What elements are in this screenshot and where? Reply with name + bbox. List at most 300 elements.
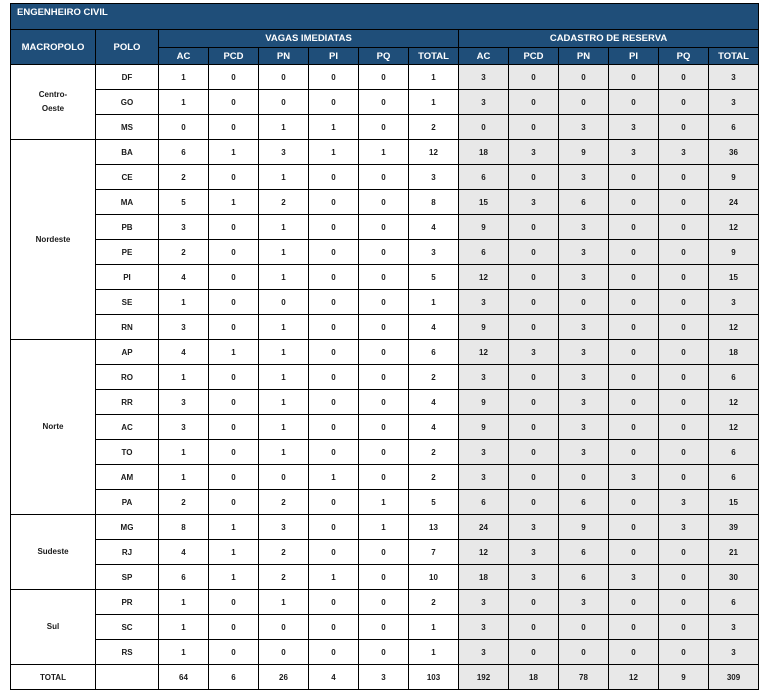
- polo-cell: PI: [96, 265, 159, 290]
- cr-total-cell: 3: [709, 90, 759, 115]
- vi-pq-cell: 0: [359, 415, 409, 440]
- polo-cell: PA: [96, 490, 159, 515]
- table-row: [11, 615, 759, 640]
- vi-pcd-cell: 0: [209, 65, 259, 90]
- vi-pi-cell: 1: [309, 465, 359, 490]
- vi-pcd-cell: 0: [209, 590, 259, 615]
- cr-pcd-cell: 3: [509, 565, 559, 590]
- vi-ac-cell: 1: [159, 90, 209, 115]
- vi-total-cell: 4: [409, 315, 459, 340]
- vi-pn-cell: 1: [259, 340, 309, 365]
- header-cr-pi: PI: [609, 48, 659, 65]
- vi-pn-cell: 2: [259, 190, 309, 215]
- cr-pq-cell: 0: [659, 265, 709, 290]
- vi-pcd-cell: 0: [209, 115, 259, 140]
- vi-pi-cell: 1: [309, 565, 359, 590]
- vi-pq-cell: 0: [359, 340, 409, 365]
- cr-ac-cell: 3: [459, 465, 509, 490]
- vi-pcd-cell: 0: [209, 615, 259, 640]
- vi-pn-cell: 0: [259, 465, 309, 490]
- vi-total-cell: 1: [409, 640, 459, 665]
- cr-pi-cell: 0: [609, 490, 659, 515]
- cr-ac-cell: 18: [459, 565, 509, 590]
- cr-pcd-cell: 0: [509, 315, 559, 340]
- total-row: [11, 665, 759, 690]
- vi-ac-cell: 4: [159, 265, 209, 290]
- cr-ac-cell: 12: [459, 340, 509, 365]
- cr-pq-cell: 0: [659, 190, 709, 215]
- vi-ac-cell: 1: [159, 640, 209, 665]
- header-vagas-imediatas: VAGAS IMEDIATAS: [159, 30, 459, 48]
- cr-pq-cell: 3: [659, 515, 709, 540]
- total-vi-pcd: 6: [209, 665, 259, 690]
- polo-cell: AM: [96, 465, 159, 490]
- table-row: [11, 640, 759, 665]
- cr-pi-cell: 0: [609, 615, 659, 640]
- vacancy-table: [10, 3, 759, 690]
- cr-pn-cell: 6: [559, 490, 609, 515]
- cr-ac-cell: 3: [459, 440, 509, 465]
- header-vi-pcd: PCD: [209, 48, 259, 65]
- cr-pn-cell: 0: [559, 615, 609, 640]
- vi-ac-cell: 3: [159, 415, 209, 440]
- macropolo-cell: Norte: [11, 340, 96, 515]
- vi-ac-cell: 6: [159, 140, 209, 165]
- polo-cell: BA: [96, 140, 159, 165]
- cr-pi-cell: 3: [609, 115, 659, 140]
- vi-ac-cell: 5: [159, 190, 209, 215]
- table-row: [11, 590, 759, 615]
- table-title: ENGENHEIRO CIVIL: [11, 4, 759, 30]
- cr-pi-cell: 0: [609, 340, 659, 365]
- polo-cell: PE: [96, 240, 159, 265]
- cr-pn-cell: 3: [559, 590, 609, 615]
- cr-pn-cell: 3: [559, 215, 609, 240]
- cr-pcd-cell: 0: [509, 490, 559, 515]
- table-row: [11, 565, 759, 590]
- vi-ac-cell: 3: [159, 215, 209, 240]
- table-row: [11, 165, 759, 190]
- vi-total-cell: 5: [409, 490, 459, 515]
- cr-ac-cell: 3: [459, 90, 509, 115]
- macropolo-cell: Nordeste: [11, 140, 96, 340]
- vi-ac-cell: 1: [159, 365, 209, 390]
- cr-total-cell: 3: [709, 65, 759, 90]
- vi-total-cell: 7: [409, 540, 459, 565]
- vi-pi-cell: 0: [309, 90, 359, 115]
- vi-total-cell: 2: [409, 440, 459, 465]
- vi-total-cell: 12: [409, 140, 459, 165]
- cr-pn-cell: 0: [559, 90, 609, 115]
- cr-pi-cell: 0: [609, 440, 659, 465]
- cr-pi-cell: 0: [609, 265, 659, 290]
- vi-pq-cell: 0: [359, 290, 409, 315]
- cr-pi-cell: 0: [609, 640, 659, 665]
- table-row: [11, 340, 759, 365]
- vi-total-cell: 13: [409, 515, 459, 540]
- cr-pn-cell: 0: [559, 640, 609, 665]
- vi-pi-cell: 0: [309, 490, 359, 515]
- cr-pn-cell: 3: [559, 115, 609, 140]
- cr-pcd-cell: 0: [509, 65, 559, 90]
- vi-pcd-cell: 0: [209, 415, 259, 440]
- vi-total-cell: 2: [409, 365, 459, 390]
- vi-pcd-cell: 0: [209, 365, 259, 390]
- cr-pcd-cell: 0: [509, 640, 559, 665]
- vi-pq-cell: 0: [359, 390, 409, 415]
- polo-cell: RJ: [96, 540, 159, 565]
- cr-pn-cell: 0: [559, 65, 609, 90]
- table-row: [11, 65, 759, 90]
- cr-pcd-cell: 0: [509, 390, 559, 415]
- vi-total-cell: 3: [409, 165, 459, 190]
- total-vi-pq: 3: [359, 665, 409, 690]
- cr-pcd-cell: 0: [509, 265, 559, 290]
- vi-pq-cell: 0: [359, 465, 409, 490]
- cr-total-cell: 6: [709, 590, 759, 615]
- vi-pi-cell: 0: [309, 65, 359, 90]
- cr-pq-cell: 3: [659, 140, 709, 165]
- vi-pcd-cell: 0: [209, 465, 259, 490]
- header-cr-pn: PN: [559, 48, 609, 65]
- vi-pn-cell: 1: [259, 365, 309, 390]
- table-row: [11, 265, 759, 290]
- polo-cell: RN: [96, 315, 159, 340]
- vi-total-cell: 1: [409, 65, 459, 90]
- vi-pn-cell: 2: [259, 565, 309, 590]
- cr-pn-cell: 6: [559, 565, 609, 590]
- vi-total-cell: 4: [409, 215, 459, 240]
- total-polo-cell: [96, 665, 159, 690]
- header-cadastro-reserva: CADASTRO DE RESERVA: [459, 30, 759, 48]
- cr-pq-cell: 0: [659, 590, 709, 615]
- vi-pcd-cell: 0: [209, 640, 259, 665]
- cr-pq-cell: 0: [659, 440, 709, 465]
- cr-ac-cell: 6: [459, 240, 509, 265]
- total-cr-pn: 78: [559, 665, 609, 690]
- cr-pn-cell: 3: [559, 365, 609, 390]
- vi-ac-cell: 0: [159, 115, 209, 140]
- vi-pn-cell: 1: [259, 415, 309, 440]
- vi-pcd-cell: 0: [209, 490, 259, 515]
- cr-pq-cell: 0: [659, 65, 709, 90]
- table-row: [11, 415, 759, 440]
- cr-pn-cell: 3: [559, 265, 609, 290]
- cr-pcd-cell: 0: [509, 465, 559, 490]
- cr-total-cell: 6: [709, 465, 759, 490]
- total-vi-total: 103: [409, 665, 459, 690]
- cr-pi-cell: 0: [609, 540, 659, 565]
- vi-pcd-cell: 0: [209, 165, 259, 190]
- vi-total-cell: 4: [409, 415, 459, 440]
- vi-pcd-cell: 0: [209, 440, 259, 465]
- vi-pq-cell: 0: [359, 265, 409, 290]
- cr-pi-cell: 3: [609, 565, 659, 590]
- vi-ac-cell: 1: [159, 65, 209, 90]
- cr-pi-cell: 0: [609, 390, 659, 415]
- vi-pn-cell: 2: [259, 490, 309, 515]
- cr-pcd-cell: 0: [509, 415, 559, 440]
- vi-pcd-cell: 0: [209, 290, 259, 315]
- vi-pi-cell: 0: [309, 340, 359, 365]
- vi-pi-cell: 0: [309, 515, 359, 540]
- cr-pi-cell: 0: [609, 65, 659, 90]
- polo-cell: RS: [96, 640, 159, 665]
- table-row: [11, 190, 759, 215]
- header-vi-total: TOTAL: [409, 48, 459, 65]
- polo-cell: DF: [96, 65, 159, 90]
- cr-pi-cell: 0: [609, 90, 659, 115]
- cr-pcd-cell: 0: [509, 615, 559, 640]
- vi-pi-cell: 0: [309, 215, 359, 240]
- cr-pq-cell: 0: [659, 415, 709, 440]
- cr-pcd-cell: 0: [509, 365, 559, 390]
- cr-ac-cell: 6: [459, 490, 509, 515]
- vi-pi-cell: 0: [309, 440, 359, 465]
- table-row: [11, 290, 759, 315]
- header-cr-pq: PQ: [659, 48, 709, 65]
- cr-pq-cell: 0: [659, 165, 709, 190]
- cr-pq-cell: 0: [659, 640, 709, 665]
- vi-pq-cell: 0: [359, 240, 409, 265]
- vi-total-cell: 3: [409, 240, 459, 265]
- vi-pi-cell: 0: [309, 390, 359, 415]
- cr-pi-cell: 0: [609, 515, 659, 540]
- cr-ac-cell: 3: [459, 290, 509, 315]
- cr-pn-cell: 0: [559, 290, 609, 315]
- cr-pcd-cell: 3: [509, 190, 559, 215]
- vi-pq-cell: 0: [359, 165, 409, 190]
- vi-pcd-cell: 0: [209, 90, 259, 115]
- vi-pq-cell: 0: [359, 640, 409, 665]
- cr-pn-cell: 3: [559, 415, 609, 440]
- cr-pn-cell: 9: [559, 140, 609, 165]
- cr-pcd-cell: 0: [509, 165, 559, 190]
- cr-total-cell: 15: [709, 265, 759, 290]
- vi-pn-cell: 0: [259, 615, 309, 640]
- vi-ac-cell: 2: [159, 240, 209, 265]
- cr-total-cell: 12: [709, 215, 759, 240]
- vi-pi-cell: 0: [309, 640, 359, 665]
- cr-pcd-cell: 0: [509, 90, 559, 115]
- cr-ac-cell: 24: [459, 515, 509, 540]
- cr-ac-cell: 6: [459, 165, 509, 190]
- cr-pq-cell: 0: [659, 390, 709, 415]
- vi-total-cell: 10: [409, 565, 459, 590]
- polo-cell: SP: [96, 565, 159, 590]
- table-row: [11, 540, 759, 565]
- vi-pi-cell: 0: [309, 315, 359, 340]
- cr-pq-cell: 0: [659, 215, 709, 240]
- polo-cell: RR: [96, 390, 159, 415]
- polo-cell: RO: [96, 365, 159, 390]
- vi-pn-cell: 1: [259, 215, 309, 240]
- polo-cell: MS: [96, 115, 159, 140]
- header-vi-pi: PI: [309, 48, 359, 65]
- header-vi-pn: PN: [259, 48, 309, 65]
- macropolo-label-line: Oeste: [41, 104, 65, 113]
- cr-pn-cell: 9: [559, 515, 609, 540]
- cr-total-cell: 15: [709, 490, 759, 515]
- vi-pn-cell: 0: [259, 90, 309, 115]
- vi-ac-cell: 4: [159, 340, 209, 365]
- vi-pcd-cell: 1: [209, 565, 259, 590]
- cr-pi-cell: 0: [609, 290, 659, 315]
- vi-pq-cell: 0: [359, 440, 409, 465]
- cr-total-cell: 3: [709, 290, 759, 315]
- vi-pq-cell: 0: [359, 115, 409, 140]
- cr-pcd-cell: 3: [509, 140, 559, 165]
- vi-pn-cell: 0: [259, 640, 309, 665]
- cr-total-cell: 12: [709, 315, 759, 340]
- cr-ac-cell: 3: [459, 615, 509, 640]
- cr-pcd-cell: 3: [509, 540, 559, 565]
- vi-total-cell: 2: [409, 465, 459, 490]
- header-cr-pcd: PCD: [509, 48, 559, 65]
- vi-pi-cell: 0: [309, 540, 359, 565]
- header-vi-pq: PQ: [359, 48, 409, 65]
- table-row: [11, 365, 759, 390]
- vi-pn-cell: 1: [259, 240, 309, 265]
- cr-ac-cell: 15: [459, 190, 509, 215]
- cr-pn-cell: 3: [559, 315, 609, 340]
- cr-pi-cell: 0: [609, 315, 659, 340]
- cr-pcd-cell: 0: [509, 440, 559, 465]
- cr-total-cell: 21: [709, 540, 759, 565]
- cr-total-cell: 39: [709, 515, 759, 540]
- cr-pq-cell: 0: [659, 340, 709, 365]
- vi-ac-cell: 8: [159, 515, 209, 540]
- cr-ac-cell: 3: [459, 590, 509, 615]
- vi-ac-cell: 3: [159, 315, 209, 340]
- vi-pq-cell: 0: [359, 65, 409, 90]
- vi-total-cell: 6: [409, 340, 459, 365]
- vi-pcd-cell: 0: [209, 215, 259, 240]
- vi-total-cell: 5: [409, 265, 459, 290]
- total-cr-ac: 192: [459, 665, 509, 690]
- total-label: TOTAL: [11, 665, 96, 690]
- polo-cell: PR: [96, 590, 159, 615]
- vi-pq-cell: 0: [359, 215, 409, 240]
- table-row: [11, 90, 759, 115]
- total-cr-pi: 12: [609, 665, 659, 690]
- cr-pi-cell: 3: [609, 465, 659, 490]
- cr-pn-cell: 3: [559, 390, 609, 415]
- cr-pq-cell: 0: [659, 465, 709, 490]
- vi-ac-cell: 3: [159, 390, 209, 415]
- vi-pcd-cell: 1: [209, 540, 259, 565]
- vi-pq-cell: 0: [359, 315, 409, 340]
- polo-cell: AP: [96, 340, 159, 365]
- header-cr-total: TOTAL: [709, 48, 759, 65]
- vi-ac-cell: 1: [159, 615, 209, 640]
- cr-ac-cell: 3: [459, 365, 509, 390]
- cr-total-cell: 9: [709, 240, 759, 265]
- macropolo-cell: Sudeste: [11, 515, 96, 590]
- cr-total-cell: 30: [709, 565, 759, 590]
- cr-ac-cell: 3: [459, 640, 509, 665]
- cr-pi-cell: 0: [609, 215, 659, 240]
- cr-ac-cell: 0: [459, 115, 509, 140]
- vi-ac-cell: 1: [159, 440, 209, 465]
- header-polo: POLO: [96, 30, 159, 65]
- vi-pn-cell: 0: [259, 290, 309, 315]
- vi-ac-cell: 1: [159, 590, 209, 615]
- vi-pn-cell: 1: [259, 265, 309, 290]
- cr-pi-cell: 0: [609, 415, 659, 440]
- cr-pq-cell: 0: [659, 90, 709, 115]
- vi-total-cell: 4: [409, 390, 459, 415]
- cr-pi-cell: 3: [609, 140, 659, 165]
- cr-pq-cell: 0: [659, 565, 709, 590]
- vi-pcd-cell: 0: [209, 390, 259, 415]
- table-row: [11, 515, 759, 540]
- cr-ac-cell: 9: [459, 415, 509, 440]
- cr-total-cell: 9: [709, 165, 759, 190]
- cr-total-cell: 18: [709, 340, 759, 365]
- cr-pi-cell: 0: [609, 365, 659, 390]
- vi-pcd-cell: 0: [209, 265, 259, 290]
- vi-pn-cell: 1: [259, 115, 309, 140]
- cr-pn-cell: 3: [559, 240, 609, 265]
- cr-pcd-cell: 0: [509, 115, 559, 140]
- cr-total-cell: 3: [709, 615, 759, 640]
- cr-pq-cell: 0: [659, 240, 709, 265]
- header-macropolo: MACROPOLO: [11, 30, 96, 65]
- table-row: [11, 465, 759, 490]
- vi-total-cell: 1: [409, 290, 459, 315]
- vi-pq-cell: 1: [359, 490, 409, 515]
- cr-pn-cell: 6: [559, 540, 609, 565]
- vi-total-cell: 8: [409, 190, 459, 215]
- cr-pn-cell: 3: [559, 340, 609, 365]
- vi-ac-cell: 1: [159, 290, 209, 315]
- table-row: [11, 240, 759, 265]
- total-vi-pi: 4: [309, 665, 359, 690]
- cr-pq-cell: 0: [659, 615, 709, 640]
- table-row: [11, 140, 759, 165]
- vi-pn-cell: 1: [259, 440, 309, 465]
- vi-total-cell: 2: [409, 115, 459, 140]
- cr-pq-cell: 0: [659, 315, 709, 340]
- vi-pi-cell: 0: [309, 265, 359, 290]
- vi-pn-cell: 1: [259, 590, 309, 615]
- cr-pq-cell: 0: [659, 540, 709, 565]
- vi-pq-cell: 0: [359, 365, 409, 390]
- table-row: [11, 490, 759, 515]
- vi-pq-cell: 0: [359, 565, 409, 590]
- cr-pi-cell: 0: [609, 190, 659, 215]
- header-cr-ac: AC: [459, 48, 509, 65]
- polo-cell: PB: [96, 215, 159, 240]
- cr-ac-cell: 9: [459, 215, 509, 240]
- cr-total-cell: 3: [709, 640, 759, 665]
- cr-pcd-cell: 0: [509, 590, 559, 615]
- vi-pq-cell: 0: [359, 540, 409, 565]
- vi-pi-cell: 0: [309, 415, 359, 440]
- polo-cell: MA: [96, 190, 159, 215]
- cr-pcd-cell: 3: [509, 340, 559, 365]
- vi-ac-cell: 6: [159, 565, 209, 590]
- vi-pcd-cell: 1: [209, 190, 259, 215]
- vi-pn-cell: 1: [259, 165, 309, 190]
- vi-pi-cell: 1: [309, 115, 359, 140]
- cr-pi-cell: 0: [609, 590, 659, 615]
- cr-total-cell: 36: [709, 140, 759, 165]
- vi-pq-cell: 0: [359, 590, 409, 615]
- cr-pn-cell: 6: [559, 190, 609, 215]
- polo-cell: MG: [96, 515, 159, 540]
